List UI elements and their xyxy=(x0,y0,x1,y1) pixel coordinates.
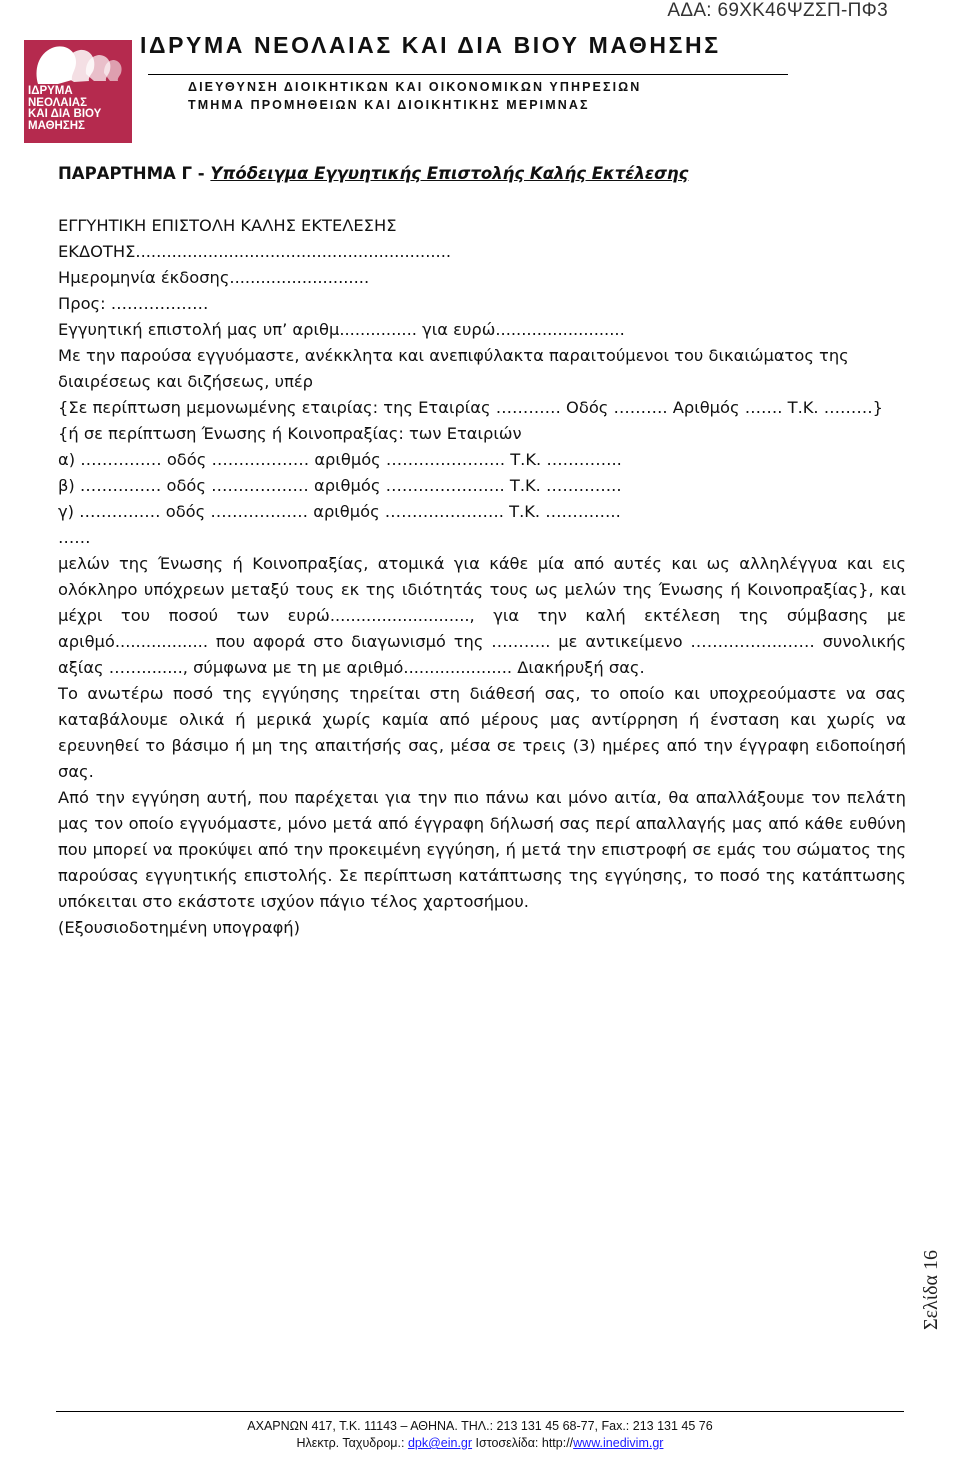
footer-address: ΑΧΑΡΝΩΝ 417, Τ.Κ. 11143 – ΑΘΗΝΑ. ΤΗΛ.: 213 131 45 68-77, Fax.: 213 131 45 76 xyxy=(247,1419,713,1433)
doc-line: β) …………… οδός ……………… αριθμός …………………. Τ.Κ. ………….. xyxy=(58,476,622,495)
doc-line: α) …………… οδός ……………… αριθμός …………………. Τ.Κ. ………….. xyxy=(58,450,622,469)
annex-label: ΠΑΡΑΡΤΗΜΑ Γ - xyxy=(58,164,211,183)
doc-line: Εγγυητική επιστολή μας υπ’ αριθμ............... για ευρώ......................... xyxy=(58,320,625,339)
paragraph: Από την εγγύηση αυτή, που παρέχεται για την πιο πάνω και μόνο αιτία, θα απαλλάξουμε τον πελάτη μας τον οποίο εγγυόμαστε, μόνο μετά από έγγραφη δήλωσή σας περί απαλλαγής μας από κάθε ευθύνη που μπορεί να προκύψει από την προκειμένη εγγύηση, ή μετά την επιστροφή σε εμάς του σώματος της παρούσας εγγυητικής επιστολής. Σε περίπτωση κατάπτωσης της εγγύησης, το ποσό της κατάπτωσης υπόκειται στο εκάστοτε ισχύον πάγιο τέλος χαρτοσήμου. xyxy=(58,788,906,911)
annex-title: Υπόδειγμα Εγγυητικής Επιστολής Καλής Εκτέλεσης xyxy=(210,164,689,183)
website-label: Ιστοσελίδα: http:// xyxy=(472,1436,574,1450)
website-link[interactable]: www.inedivim.gr xyxy=(573,1436,664,1450)
logo-line: ΚΑΙ ΔΙΑ ΒΙΟΥ xyxy=(28,108,102,120)
doc-line: Ημερομηνία έκδοσης........................... xyxy=(58,268,370,287)
doc-line: ΕΓΓΥΗΤΙΚΗ ΕΠΙΣΤΟΛΗ ΚΑΛΗΣ ΕΚΤΕΛΕΣΗΣ xyxy=(58,216,397,235)
footer-divider xyxy=(56,1411,904,1412)
doc-line: ΕΚΔΟΤΗΣ............................................................. xyxy=(58,242,452,261)
doc-line: {Σε περίπτωση μεμονωμένης εταιρίας: της Εταιρίας ………… Οδός ………. Αριθμός ……. Τ.Κ. ………} xyxy=(58,398,883,417)
document-body xyxy=(58,164,906,941)
doc-line: Με την παρούσα εγγυόμαστε, ανέκκλητα και ανεπιφύλακτα παραιτούμενοι του δικαιώματος της xyxy=(58,346,849,365)
email-label: Ηλεκτρ. Ταχυδρομ.: xyxy=(296,1436,408,1450)
department-block xyxy=(188,78,641,114)
header-divider xyxy=(148,74,788,75)
footer xyxy=(0,1418,960,1452)
signature-line: (Εξουσιοδοτημένη υπογραφή) xyxy=(58,918,300,937)
annex-heading xyxy=(58,164,906,183)
footer-contact xyxy=(0,1435,960,1452)
doc-line: {ή σε περίπτωση Ένωσης ή Κοινοπραξίας: των Εταιριών xyxy=(58,424,522,443)
paragraph: Το ανωτέρω ποσό της εγγύησης τηρείται στη διάθεσή σας, το οποίο και υποχρεούμαστε να σας καταβάλουμε ολικά ή μερικά χωρίς καμία από μέρους μας αντίρρηση ή ένσταση και χωρίς να ερευνηθεί το βάσιμο ή μη της απαιτήσής σας, μέσα σε τρεις (3) ημέρες από την έγγραφη ειδοποίησή σας. xyxy=(58,684,906,781)
logo-line: ΜΑΘΗΣΗΣ xyxy=(28,119,85,132)
section-name: ΤΜΗΜΑ ΠΡΟΜΗΘΕΙΩΝ ΚΑΙ ΔΙΟΙΚΗΤΙΚΗΣ ΜΕΡΙΜΝΑΣ xyxy=(188,98,590,112)
logo-line: ΙΔΡΥΜΑ xyxy=(28,85,73,97)
paragraph: μελών της Ένωσης ή Κοινοπραξίας, ατομικά για κάθε μία από αυτές και ως αλληλέγγυα και εις ολόκληρο υπόχρεων μεταξύ τους εκ της ιδιότητάς τους ως μελών της Ένωσης ή Κοινοπραξίας}, και μέχρι του ποσού των ευρώ..........................., για την καλή εκτέλεση της σύμβασης με αριθμό.................. που αφορά στο διαγωνισμό της ……….. με αντικείμενο ……………..…… συνολικής αξίας ……........, σύμφωνα με τη με αριθμό..................... Διακήρυξή σας. xyxy=(58,554,906,677)
organization-title: ΙΔΡΥΜΑ ΝΕΟΛΑΙΑΣ ΚΑΙ ΔΙΑ ΒΙΟΥ ΜΑΘΗΣΗΣ xyxy=(140,32,721,58)
organization-logo xyxy=(24,40,132,143)
page-number: Σελίδα 16 xyxy=(920,1249,942,1330)
ada-code: ΑΔΑ: 69ΧΚ46ΨΖΣΠ-ΠΦ3 xyxy=(667,0,888,21)
doc-line: …… xyxy=(58,528,91,547)
doc-line: Προς: ……………… xyxy=(58,294,209,313)
doc-line: διαιρέσεως και διζήσεως, υπέρ xyxy=(58,372,314,391)
email-link[interactable]: dpk@ein.gr xyxy=(407,1436,473,1450)
logo-line: ΝΕΟΛΑΙΑΣ xyxy=(28,96,87,109)
directorate-name: ΔΙΕΥΘΥΝΣΗ ΔΙΟΙΚΗΤΙΚΩΝ ΚΑΙ ΟΙΚΟΝΟΜΙΚΩΝ ΥΠΗΡΕΣΙΩΝ xyxy=(188,80,642,94)
doc-line: γ) …………… οδός ……………… αριθμός …………………. Τ.Κ. ………….. xyxy=(58,502,621,521)
